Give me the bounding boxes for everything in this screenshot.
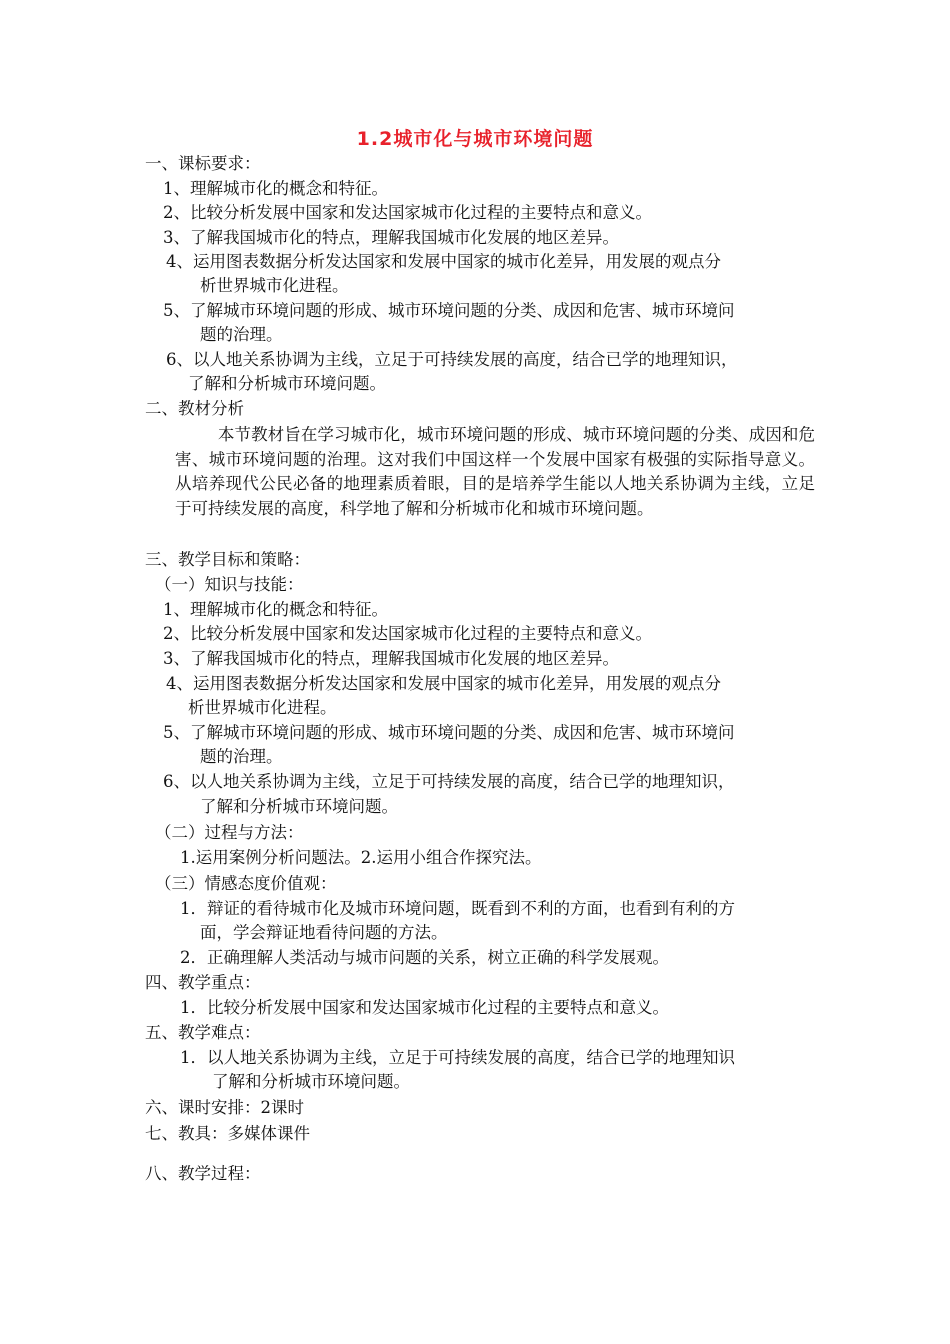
section-5-heading: 五、教学难点：	[145, 1023, 261, 1042]
sec1-item-6-cont: 了解和分析城市环境问题。	[188, 374, 386, 393]
sec3-item-5-cont: 题的治理。	[200, 747, 283, 766]
sec3-item-1: 1、理解城市化的概念和特征。	[163, 600, 388, 619]
sec3-item-4: 4、运用图表数据分析发达国家和发展中国家的城市化差异，用发展的观点分	[166, 674, 721, 693]
sec1-item-6: 6、以人地关系协调为主线，立足于可持续发展的高度，结合已学的地理知识，	[166, 350, 738, 369]
sec3-subheading-3: （三）情感态度价值观：	[155, 874, 337, 893]
sec1-item-3: 3、了解我国城市化的特点，理解我国城市化发展的地区差异。	[163, 228, 619, 247]
sec3-item-2: 2、比较分析发展中国家和发达国家城市化过程的主要特点和意义。	[163, 624, 652, 643]
sec2-paragraph: 本节教材旨在学习城市化，城市环境问题的形成、城市环境问题的分类、成因和危害、城市环境问题的治理。这对我们中国这样一个发展中国家有极强的实际指导意义。从培养现代公民必备的地理素质着眼，目的是培养学生能以人地关系协调为主线，立足于可持续发展的高度，科学地了解和分析城市化和城市环境问题。	[175, 425, 815, 518]
document-title: 1.2城市化与城市环境问题	[356, 128, 594, 150]
section-2-heading: 二、教材分析	[145, 399, 244, 418]
sec3-item-4-cont: 析世界城市化进程。	[188, 698, 337, 717]
section-8-heading: 八、教学过程：	[145, 1164, 261, 1183]
section-4-heading: 四、教学重点：	[145, 973, 261, 992]
sec1-item-5: 5、了解城市环境问题的形成、城市环境问题的分类、成因和危害、城市环境问	[163, 301, 735, 320]
sec1-item-1: 1、理解城市化的概念和特征。	[163, 179, 388, 198]
sec1-item-2: 2、比较分析发展中国家和发达国家城市化过程的主要特点和意义。	[163, 203, 652, 222]
sec3-sub3-line-2: 2．正确理解人类活动与城市问题的关系，树立正确的科学发展观。	[180, 948, 669, 967]
sec3-subheading-1: （一）知识与技能：	[155, 575, 304, 594]
sec3-sub3-line-1-cont: 面，学会辩证地看待问题的方法。	[200, 923, 448, 942]
section-1-heading: 一、课标要求：	[145, 154, 261, 173]
sec5-line-1-cont: 了解和分析城市环境问题。	[212, 1072, 410, 1091]
sec3-subheading-2: （二）过程与方法：	[155, 823, 304, 842]
sec3-item-6: 6、以人地关系协调为主线，立足于可持续发展的高度，结合已学的地理知识，	[163, 772, 735, 791]
section-7-heading: 七、教具：多媒体课件	[145, 1124, 310, 1143]
sec3-item-6-cont: 了解和分析城市环境问题。	[200, 797, 398, 816]
sec3-item-5: 5、了解城市环境问题的形成、城市环境问题的分类、成因和危害、城市环境问	[163, 723, 735, 742]
section-6-heading: 六、课时安排：2课时	[145, 1098, 304, 1117]
sec1-item-4: 4、运用图表数据分析发达国家和发展中国家的城市化差异，用发展的观点分	[166, 252, 721, 271]
sec3-item-3: 3、了解我国城市化的特点，理解我国城市化发展的地区差异。	[163, 649, 619, 668]
sec4-line: 1．比较分析发展中国家和发达国家城市化过程的主要特点和意义。	[180, 998, 669, 1017]
sec1-item-5-cont: 题的治理。	[200, 325, 283, 344]
section-3-heading: 三、教学目标和策略：	[145, 550, 310, 569]
sec3-sub2-line: 1.运用案例分析问题法。2.运用小组合作探究法。	[180, 848, 542, 867]
sec3-sub3-line-1: 1．辩证的看待城市化及城市环境问题，既看到不利的方面，也看到有利的方	[180, 899, 735, 918]
sec1-item-4-cont: 析世界城市化进程。	[200, 276, 349, 295]
sec5-line-1: 1．以人地关系协调为主线，立足于可持续发展的高度，结合已学的地理知识	[180, 1048, 735, 1067]
